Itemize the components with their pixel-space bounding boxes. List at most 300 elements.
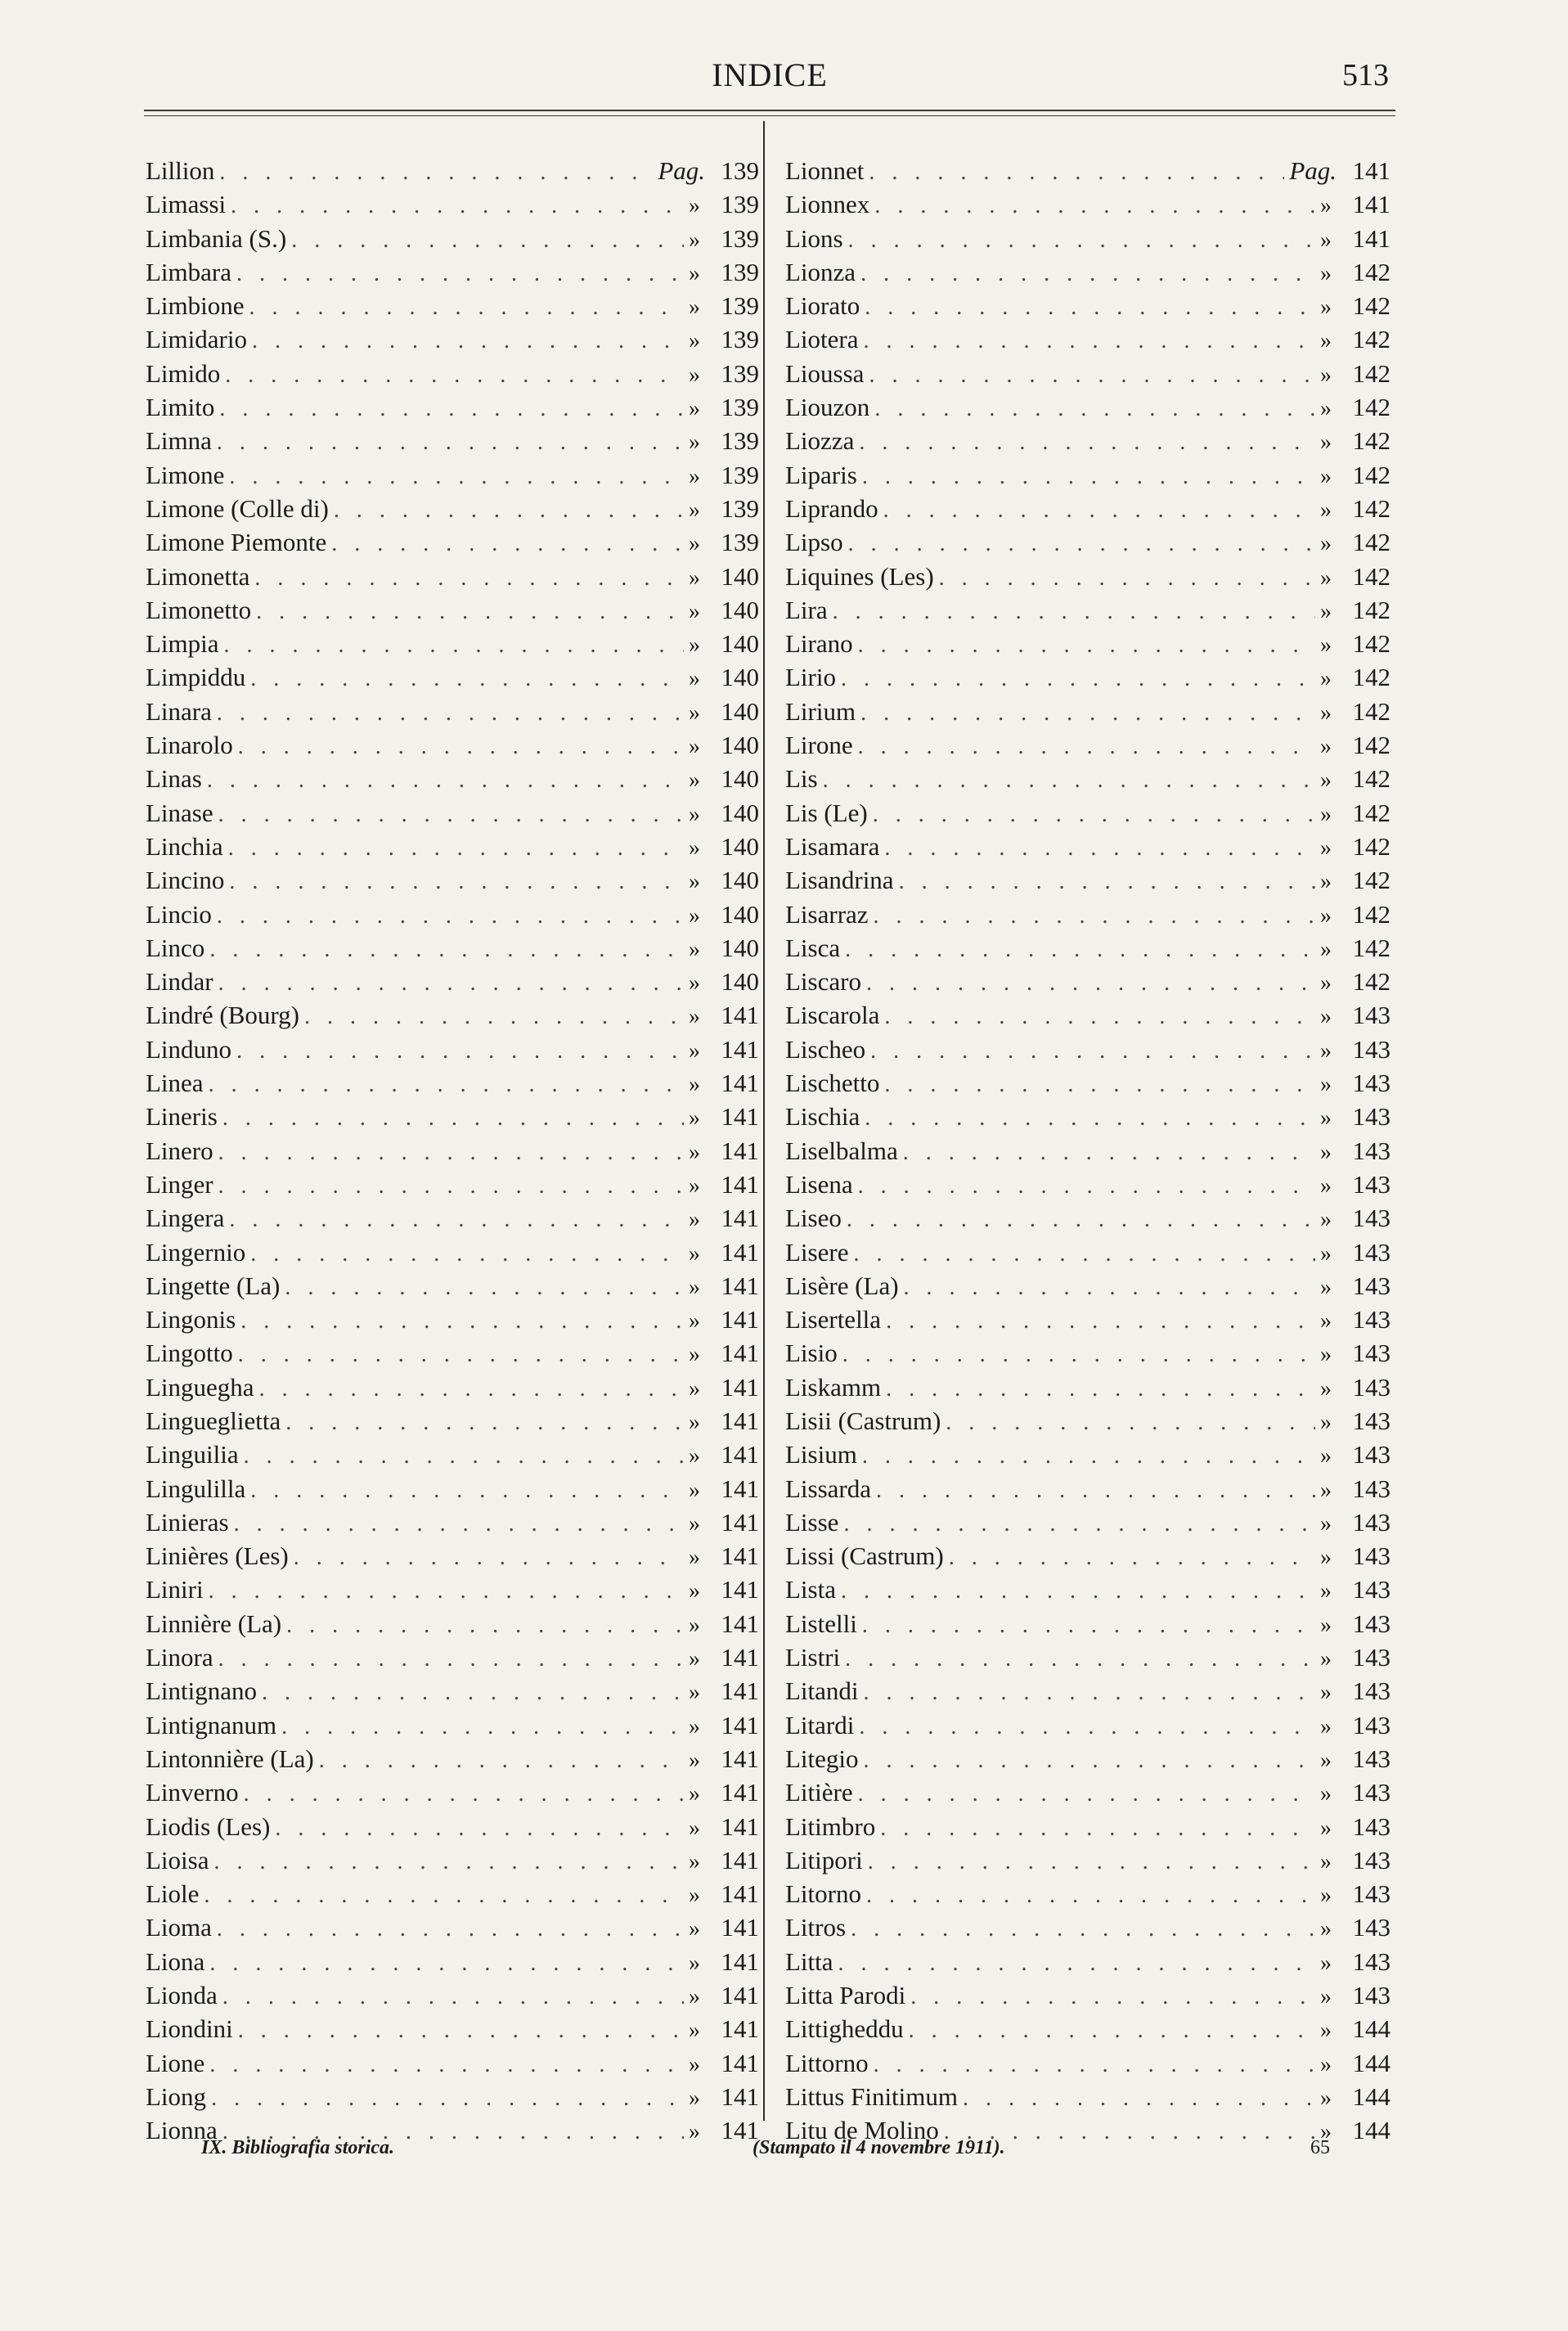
leader-dots: [841, 662, 1315, 695]
entry-page-number: 139: [721, 190, 759, 219]
page-abbrev: Pag.: [1289, 156, 1337, 185]
index-entry: [785, 762, 1391, 795]
leader-dots: [240, 1304, 684, 1338]
ditto-mark: »: [1320, 700, 1332, 726]
leader-dots: [217, 899, 684, 933]
index-entry: [146, 1201, 759, 1235]
leader-dots: [209, 1946, 684, 1980]
ditto-mark: »: [689, 2085, 700, 2111]
entry-page-number: 142: [1352, 798, 1391, 827]
leader-dots: [275, 1811, 684, 1845]
index-entry: [785, 660, 1391, 694]
entry-page-number: 141: [721, 2081, 759, 2111]
entry-page-number: 139: [721, 223, 759, 253]
leader-dots: [874, 899, 1315, 933]
entry-page-number: 141: [721, 1001, 759, 1030]
entry-page-number: 139: [721, 528, 759, 557]
leader-dots: [207, 763, 684, 797]
entry-name: Lineris: [146, 1102, 218, 1132]
leader-dots: [909, 2014, 1315, 2047]
leader-dots: [848, 527, 1315, 560]
entry-page-number: 143: [1352, 1169, 1391, 1199]
entry-name: Litta: [785, 1946, 833, 1976]
leader-dots: [858, 1169, 1315, 1203]
index-entry: [785, 593, 1391, 627]
ditto-mark: »: [1320, 632, 1332, 659]
index-entry: [785, 1235, 1391, 1269]
leader-dots: [262, 1676, 684, 1709]
index-entry: [146, 695, 759, 728]
entry-page-number: 141: [721, 1710, 759, 1739]
entry-page-number: 143: [1352, 1372, 1391, 1402]
ditto-mark: »: [689, 1207, 700, 1233]
leader-dots: [823, 763, 1315, 797]
entry-name: Liselbalma: [785, 1136, 898, 1165]
index-entry: [146, 1843, 759, 1877]
entry-name: Lionnet: [785, 156, 865, 185]
entry-name: Lisere: [785, 1237, 849, 1267]
index-entry: [146, 998, 759, 1032]
leader-dots: [869, 358, 1315, 392]
ditto-mark: »: [689, 1443, 700, 1469]
entry-page-number: 142: [1352, 933, 1391, 962]
leader-dots: [880, 1811, 1315, 1845]
ditto-mark: »: [1320, 598, 1332, 624]
index-entry: [785, 560, 1391, 593]
entry-name: Litta Parodi: [785, 1981, 906, 2010]
entry-page-number: 141: [1352, 190, 1391, 219]
leader-dots: [225, 358, 684, 392]
entry-page-number: 140: [721, 663, 759, 692]
entry-page-number: 143: [1352, 1474, 1391, 1503]
index-entry: [785, 255, 1391, 289]
ditto-mark: »: [1320, 1545, 1332, 1571]
entry-page-number: 143: [1352, 1710, 1391, 1739]
entry-page-number: 139: [721, 156, 759, 185]
index-entry: [146, 1505, 759, 1539]
index-entry: [146, 1370, 759, 1404]
ditto-mark: »: [1320, 1308, 1332, 1334]
ditto-mark: »: [1320, 2119, 1332, 2145]
index-entry: [785, 1066, 1391, 1100]
entry-name: Limone (Colle di): [146, 493, 329, 523]
leader-dots: [869, 155, 1284, 189]
index-entry: [785, 424, 1391, 457]
entry-page-number: 141: [721, 2048, 759, 2077]
index-entry: [785, 627, 1391, 660]
index-entry: [146, 1336, 759, 1370]
ditto-mark: »: [689, 700, 700, 726]
ditto-mark: »: [1320, 666, 1332, 692]
index-entry: [785, 1775, 1391, 1809]
leader-dots: [244, 1777, 684, 1811]
leader-dots: [939, 561, 1315, 595]
entry-name: Litandi: [785, 1676, 859, 1706]
entry-page-number: 140: [721, 831, 759, 861]
entry-name: Lions: [785, 223, 843, 253]
entry-name: Liscarola: [785, 1001, 880, 1030]
entry-page-number: 142: [1352, 528, 1391, 557]
leader-dots: [319, 1744, 684, 1777]
entry-name: Lioisa: [146, 1845, 209, 1874]
leader-dots: [860, 696, 1315, 730]
entry-page-number: 143: [1352, 1811, 1391, 1841]
ditto-mark: »: [689, 396, 700, 422]
ditto-mark: »: [1320, 1139, 1332, 1165]
index-entry: [146, 187, 759, 221]
entry-name: Lingera: [146, 1204, 225, 1233]
leader-dots: [858, 628, 1315, 662]
ditto-mark: »: [1320, 1342, 1332, 1368]
index-entry: [146, 1978, 759, 2012]
entry-name: Limbione: [146, 291, 245, 321]
entry-name: Lischia: [785, 1102, 860, 1132]
entry-page-number: 141: [721, 1575, 759, 1604]
entry-page-number: 142: [1352, 831, 1391, 861]
index-entry: [146, 289, 759, 322]
ditto-mark: »: [1320, 227, 1332, 253]
entry-page-number: 142: [1352, 358, 1391, 388]
entry-page-number: 143: [1352, 1271, 1391, 1300]
index-entry: [785, 390, 1391, 424]
leader-dots: [231, 189, 684, 223]
footer-series: IX. Bibliografia storica.: [201, 2137, 395, 2158]
entry-name: Lionda: [146, 1981, 218, 2010]
ditto-mark: »: [689, 1578, 700, 1604]
footer-signature: 65: [1310, 2137, 1330, 2158]
entry-name: Limbania (S.): [146, 223, 287, 253]
entry-page-number: 140: [721, 764, 759, 794]
index-entry: [785, 863, 1391, 897]
index-entry: [146, 560, 759, 593]
leader-dots: [229, 460, 684, 493]
ditto-mark: »: [689, 1274, 700, 1300]
entry-page-number: 141: [721, 1136, 759, 1165]
index-entry: [146, 2012, 759, 2045]
entry-page-number: 141: [721, 1879, 759, 1909]
index-entry: [785, 2046, 1391, 2080]
entry-page-number: 141: [721, 1845, 759, 1874]
index-entry: [785, 492, 1391, 525]
index-entry: [146, 1945, 759, 1978]
entry-page-number: 142: [1352, 595, 1391, 624]
leader-dots: [236, 1034, 684, 1068]
ditto-mark: »: [689, 1545, 700, 1571]
ditto-mark: »: [689, 1037, 700, 1064]
index-entry: [785, 1472, 1391, 1505]
entry-page-number: 143: [1352, 1609, 1391, 1638]
entry-page-number: 141: [721, 1744, 759, 1773]
ditto-mark: »: [1320, 1680, 1332, 1706]
entry-name: Lisse: [785, 1507, 839, 1537]
leader-dots: [949, 1541, 1315, 1574]
index-entry: [785, 187, 1391, 221]
leader-dots: [256, 595, 684, 628]
ditto-mark: »: [689, 227, 700, 253]
index-entry: [785, 1269, 1391, 1303]
ditto-mark: »: [1320, 1037, 1332, 1064]
leader-dots: [883, 493, 1315, 527]
index-entry: [146, 525, 759, 559]
ditto-mark: »: [689, 1848, 700, 1874]
index-entry: [146, 154, 759, 187]
leader-dots: [862, 460, 1315, 493]
leader-dots: [845, 933, 1315, 966]
entry-name: Linase: [146, 798, 213, 827]
entry-name: Lionna: [146, 2116, 218, 2145]
ditto-mark: »: [689, 1883, 700, 1909]
index-entry: [146, 863, 759, 897]
leader-dots: [860, 257, 1315, 290]
ditto-mark: »: [689, 1072, 700, 1098]
ditto-mark: »: [689, 565, 700, 591]
ditto-mark: »: [689, 1004, 700, 1030]
index-entry: [785, 1100, 1391, 1133]
leader-dots: [859, 1710, 1315, 1744]
entry-name: Limbara: [146, 257, 232, 286]
ditto-mark: »: [1320, 1646, 1332, 1672]
index-entry: [146, 424, 759, 457]
index-entry: [785, 1945, 1391, 1978]
entry-page-number: 141: [721, 1981, 759, 2010]
entry-name: Limonetto: [146, 595, 252, 624]
ditto-mark: »: [689, 1916, 700, 1942]
leader-dots: [873, 798, 1315, 831]
entry-page-number: 140: [721, 629, 759, 659]
leader-dots: [910, 1980, 1315, 2014]
index-entry: [785, 1607, 1391, 1640]
index-entry: [785, 1370, 1391, 1404]
entry-name: Littorno: [785, 2048, 869, 2077]
ditto-mark: »: [689, 970, 700, 997]
entry-name: Lioma: [146, 1913, 212, 1942]
entry-page-number: 141: [1352, 223, 1391, 253]
entry-name: Listri: [785, 1643, 841, 1672]
index-entry: [146, 627, 759, 660]
entry-page-number: 143: [1352, 1102, 1391, 1132]
index-entry: [785, 458, 1391, 492]
entry-page-number: 139: [721, 460, 759, 489]
entry-name: Linguegha: [146, 1372, 254, 1402]
leader-dots: [229, 865, 684, 898]
entry-name: Limito: [146, 393, 215, 422]
index-entry: [146, 458, 759, 492]
index-entry: [785, 796, 1391, 830]
index-entry: [146, 660, 759, 694]
index-entry: [146, 1877, 759, 1910]
ditto-mark: »: [1320, 2085, 1332, 2111]
leader-dots: [217, 425, 684, 459]
index-entry: [785, 1910, 1391, 1944]
entry-name: Lista: [785, 1575, 836, 1604]
ditto-mark: »: [1320, 1747, 1332, 1773]
ditto-mark: »: [689, 1477, 700, 1503]
entry-name: Lis (Le): [785, 798, 868, 827]
header-rule-thin: [144, 115, 1395, 116]
leader-dots: [864, 1676, 1315, 1709]
leader-dots: [331, 527, 684, 560]
ditto-mark: »: [1320, 531, 1332, 557]
entry-page-number: 139: [721, 426, 759, 456]
entry-page-number: 143: [1352, 1575, 1391, 1604]
entry-page-number: 143: [1352, 1778, 1391, 1807]
entry-name: Limassi: [146, 190, 227, 219]
header-rule: [144, 110, 1395, 111]
index-entry: [785, 322, 1391, 356]
index-entry: [146, 1674, 759, 1708]
leader-dots: [899, 865, 1315, 898]
leader-dots: [876, 1474, 1315, 1507]
entry-page-number: 143: [1352, 1034, 1391, 1064]
entry-page-number: 143: [1352, 1305, 1391, 1334]
leader-dots: [218, 966, 684, 1000]
entry-name: Liprando: [785, 493, 878, 523]
leader-dots: [864, 1744, 1315, 1777]
entry-name: Lisena: [785, 1169, 853, 1199]
entry-name: Littus Finitimum: [785, 2081, 959, 2111]
ditto-mark: »: [1320, 801, 1332, 827]
entry-name: Lisamara: [785, 831, 880, 861]
entry-name: Linchia: [146, 831, 223, 861]
index-entry: [146, 2080, 759, 2113]
leader-dots: [222, 1980, 684, 2014]
entry-name: Lingette (La): [146, 1271, 281, 1300]
leader-dots: [853, 1237, 1315, 1271]
entry-name: Lissarda: [785, 1474, 872, 1503]
entry-name: Lirio: [785, 663, 836, 692]
entry-page-number: 143: [1352, 1237, 1391, 1267]
index-entry: [146, 796, 759, 830]
entry-name: Lingulilla: [146, 1474, 246, 1503]
entry-name: Liquines (Les): [785, 561, 934, 591]
ditto-mark: »: [1320, 260, 1332, 286]
entry-name: Linero: [146, 1136, 213, 1165]
leader-dots: [252, 324, 684, 358]
ditto-mark: »: [1320, 295, 1332, 321]
ditto-mark: »: [689, 1950, 700, 1976]
entry-name: Liondini: [146, 2014, 233, 2044]
leader-dots: [209, 1068, 684, 1101]
entry-name: Limone Piemonte: [146, 528, 327, 557]
leader-dots: [294, 1541, 684, 1574]
entry-page-number: 140: [721, 595, 759, 624]
index-entry: [146, 1708, 759, 1742]
entry-page-number: 144: [1352, 2048, 1391, 2077]
entry-name: Liotera: [785, 325, 859, 354]
footer-print-date: (Stampato il 4 novembre 1911).: [753, 2137, 1005, 2158]
entry-page-number: 143: [1352, 1981, 1391, 2010]
entry-name: Lione: [146, 2048, 205, 2077]
leader-dots: [214, 1845, 685, 1879]
index-entry: [785, 222, 1391, 255]
entry-name: Linverno: [146, 1778, 239, 1807]
index-entry: [146, 1640, 759, 1674]
ditto-mark: »: [689, 2051, 700, 2077]
ditto-mark: »: [689, 1240, 700, 1267]
leader-dots: [886, 1304, 1315, 1338]
leader-dots: [218, 1136, 684, 1169]
entry-name: Lirano: [785, 629, 853, 659]
leader-dots: [842, 1338, 1315, 1371]
leader-dots: [866, 966, 1315, 1000]
entry-name: Lisii (Castrum): [785, 1406, 941, 1435]
entry-page-number: 139: [721, 325, 759, 354]
entry-name: Lillion: [146, 156, 215, 185]
ditto-mark: »: [689, 1984, 700, 2010]
ditto-mark: »: [689, 1612, 700, 1638]
entry-name: Limone: [146, 460, 225, 489]
index-entry: [146, 1910, 759, 1944]
entry-name: Lintignanum: [146, 1710, 277, 1739]
ditto-mark: »: [1320, 1375, 1332, 1402]
leader-dots: [285, 1406, 684, 1439]
leader-dots: [841, 1574, 1315, 1608]
entry-name: Linguilia: [146, 1440, 239, 1469]
ditto-mark: »: [1320, 1984, 1332, 2010]
entry-page-number: 141: [721, 1609, 759, 1638]
index-entry: [785, 1033, 1391, 1066]
ditto-mark: »: [689, 1375, 700, 1402]
ditto-mark: »: [1320, 1072, 1332, 1098]
index-entry: [785, 1640, 1391, 1674]
index-entry: [146, 1742, 759, 1775]
leader-dots: [218, 1642, 684, 1676]
entry-page-number: 141: [721, 1541, 759, 1571]
ditto-mark: »: [1320, 328, 1332, 354]
leader-dots: [254, 561, 684, 595]
ditto-mark: »: [689, 1713, 700, 1739]
index-entry: [785, 1843, 1391, 1877]
entry-name: Litu de Molino: [785, 2116, 939, 2145]
index-entry: [785, 1539, 1391, 1573]
ditto-mark: »: [1320, 1578, 1332, 1604]
entry-name: Lissi (Castrum): [785, 1541, 944, 1571]
leader-dots: [963, 2081, 1315, 2115]
index-entry: [785, 1505, 1391, 1539]
entry-page-number: 144: [1352, 2116, 1391, 2145]
entry-name: Lipso: [785, 528, 843, 557]
ditto-mark: »: [1320, 1409, 1332, 1435]
ditto-mark: »: [689, 936, 700, 962]
leader-dots: [238, 2014, 684, 2047]
index-entry: [146, 1134, 759, 1168]
leader-dots: [851, 1912, 1315, 1946]
leader-dots: [946, 1406, 1315, 1439]
entry-page-number: 142: [1352, 257, 1391, 286]
leader-dots: [217, 696, 684, 730]
index-entry: [146, 728, 759, 762]
entry-name: Limido: [146, 358, 221, 388]
ditto-mark: »: [689, 1172, 700, 1199]
ditto-mark: »: [1320, 1883, 1332, 1909]
entry-page-number: 142: [1352, 866, 1391, 895]
page-header: [144, 56, 1395, 97]
entry-name: Linas: [146, 764, 202, 794]
index-entry: [785, 1438, 1391, 1471]
index-entry: [146, 1100, 759, 1133]
index-entry: [146, 830, 759, 863]
leader-dots: [884, 831, 1315, 865]
entry-page-number: 144: [1352, 2081, 1391, 2111]
ditto-mark: »: [1320, 1950, 1332, 1976]
index-entry: [146, 1066, 759, 1100]
index-entry: [146, 965, 759, 998]
entry-name: Litros: [785, 1913, 847, 1942]
entry-page-number: 142: [1352, 899, 1391, 929]
entry-page-number: 143: [1352, 1339, 1391, 1368]
entry-name: Liouzon: [785, 393, 870, 422]
leader-dots: [870, 1034, 1315, 1068]
